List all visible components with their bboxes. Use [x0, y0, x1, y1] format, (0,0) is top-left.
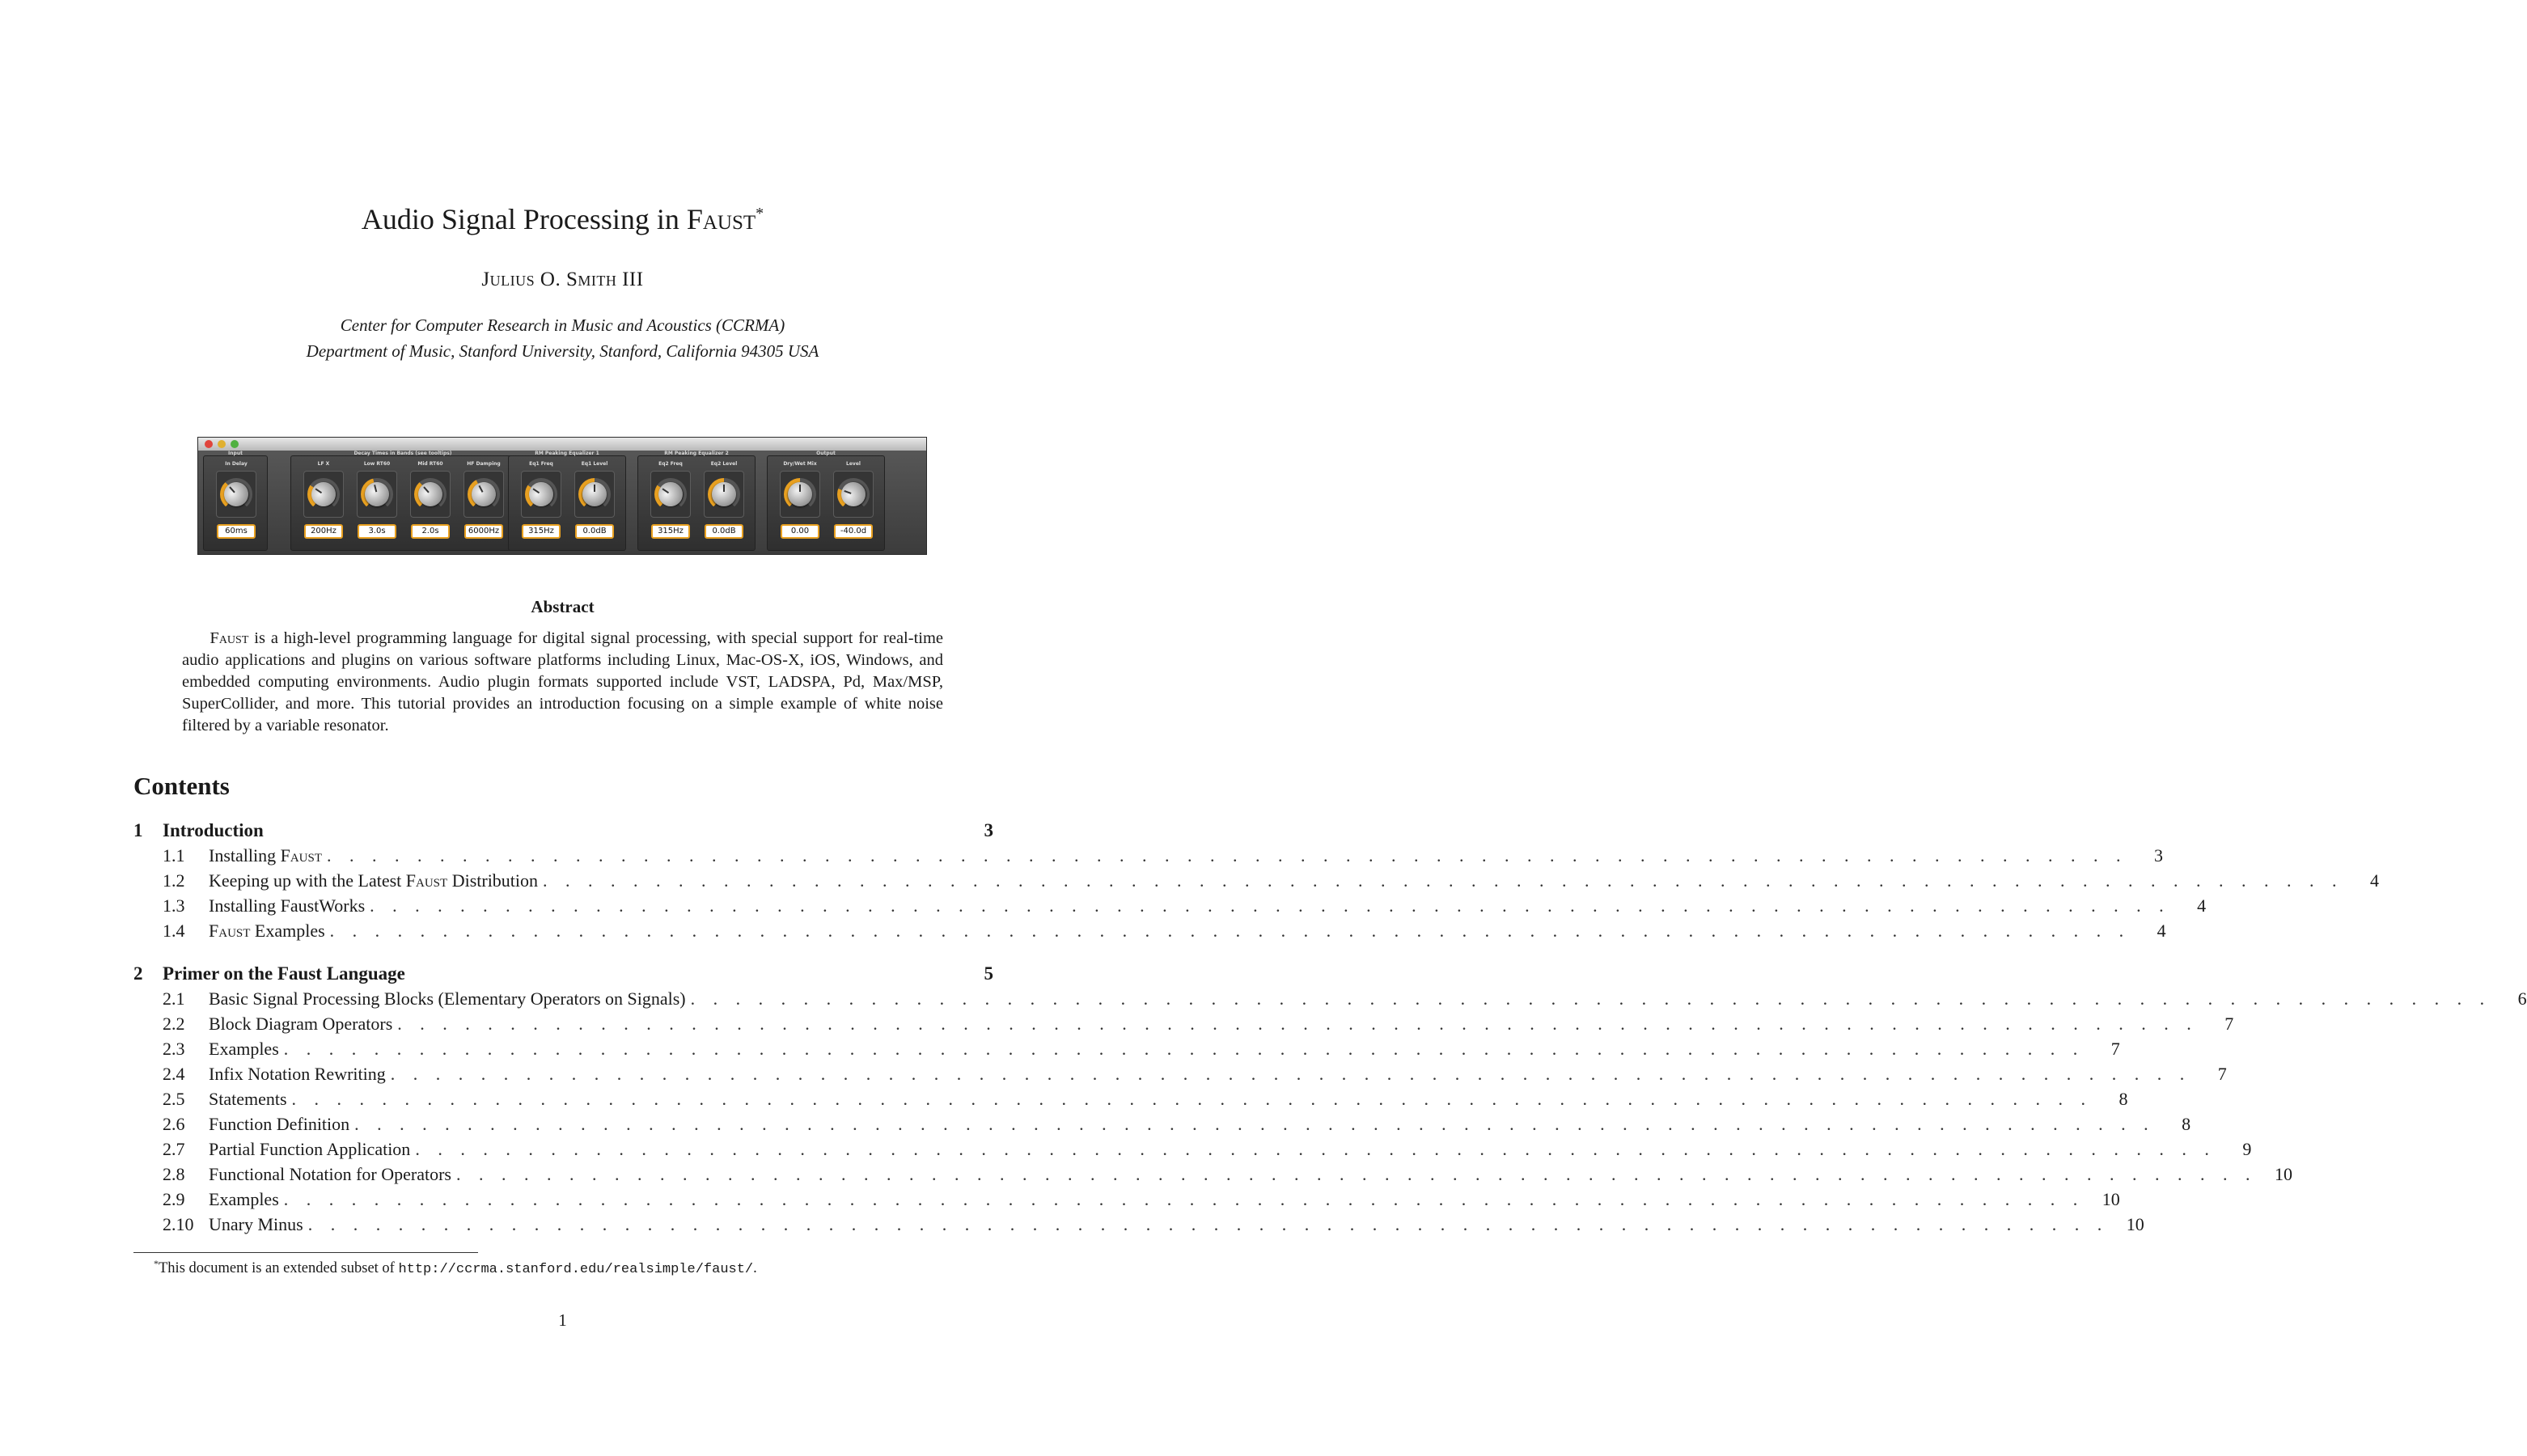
toc-subsection-page: 10 [2102, 1189, 2120, 1209]
toc-subsection-number: 1.3 [163, 895, 185, 916]
knob-frame [303, 471, 344, 518]
abstract-body [182, 628, 943, 737]
toc-subsection-title [209, 1164, 456, 1185]
toc-title-text: Installing FaustWorks [209, 895, 366, 916]
knob-frame [780, 471, 820, 518]
knob-value-field[interactable]: 2.0s [411, 524, 450, 539]
toc-subsection-title [209, 1039, 284, 1060]
knob-control [773, 456, 827, 552]
knob-label: Eq2 Freq [658, 461, 683, 467]
toc-subsection-title [209, 988, 691, 1009]
toc-subsection-title [209, 1014, 397, 1035]
knob-control [297, 456, 350, 552]
knob-dial[interactable] [525, 478, 557, 510]
toc-subsection-title [209, 870, 543, 891]
toc-leader-dots: . . . . . . . . . . . . . . . . . . . . . . . . . . . . . . . . . . . . . . . . . . . . . . . . . . . . . . . . . . . . . . . . . . . . . . . . . . . . . . . . [390, 1064, 2191, 1084]
toc-leader-dots: . . . . . . . . . . . . . . . . . . . . . . . . . . . . . . . . . . . . . . . . . . . . . . . . . . . . . . . . . . . . . . . . . . . . . . . . . . . . . . . . [397, 1014, 2199, 1034]
toc-subsection-number: 2.5 [163, 1089, 185, 1109]
knob-dial[interactable] [837, 478, 870, 510]
knob-control [210, 456, 263, 552]
toc-subsection-row[interactable] [133, 1039, 2120, 1064]
knob-control [404, 456, 457, 552]
toc-subsection-row[interactable] [133, 895, 2207, 921]
toc-leader-dots: . . . . . . . . . . . . . . . . . . . . . . . . . . . . . . . . . . . . . . . . . . . . . . . . . . . . . . . . . . . . . . . . . . . . . . . . . . . . . . . . [291, 1089, 2093, 1109]
toc-subsection-number: 2.2 [163, 1014, 185, 1034]
toc-subsection-number: 2.4 [163, 1064, 185, 1084]
toc-subsection-row[interactable] [133, 1189, 2120, 1214]
toc-title-text: Installing [209, 845, 281, 866]
toc-subsection-number: 2.7 [163, 1139, 185, 1159]
knob-cap [468, 478, 501, 511]
knob-pointer-icon [799, 485, 801, 492]
knob-pointer-icon [844, 490, 851, 494]
knob-value-field[interactable]: 6000Hz [464, 524, 503, 539]
knob-frame [521, 471, 561, 518]
knob-value-field[interactable]: 200Hz [304, 524, 343, 539]
knob-cap [362, 480, 392, 509]
knob-pointer-icon [423, 486, 430, 493]
knob-pointer-icon [532, 488, 540, 493]
knob-value-field[interactable]: 0.00 [781, 524, 819, 539]
knob-control [697, 456, 751, 552]
toc-subsection-title [209, 845, 327, 866]
plugin-group [767, 451, 885, 551]
footnote-end: . [753, 1260, 757, 1277]
toc-subsection-number: 2.1 [163, 988, 185, 1009]
knob-label: LF X [317, 461, 330, 467]
toc-subsection-row[interactable] [133, 870, 2380, 895]
toc-title-suffix: Distribution [447, 870, 539, 891]
toc-leader-dots: . . . . . . . . . . . . . . . . . . . . . . . . . . . . . . . . . . . . . . . . . . . . . . . . . . . . . . . . . . . . . . . . . . . . . . . . . . . . . . . . [283, 1189, 2085, 1209]
toc-section-row[interactable] [133, 963, 993, 988]
knob-frame [463, 471, 504, 518]
knob-label: Eq1 Freq [529, 461, 553, 467]
plugin-group-label: RM Peaking Equalizer 2 [664, 451, 729, 456]
toc-subsection-number: 2.9 [163, 1189, 185, 1209]
toc-subsection-page: 10 [2126, 1214, 2144, 1234]
toc-subsection-page: 4 [2370, 870, 2380, 891]
paper-title [0, 202, 1125, 236]
toc-section-number: 1 [133, 820, 143, 840]
toc-subsection-page: 7 [2224, 1014, 2234, 1034]
toc-leader-dots: . . . . . . . . . . . . . . . . . . . . . . . . . . . . . . . . . . . . . . . . . . . . . . . . . . . . . . . . . . . . . . . . . . . . . . . . . . . . . . . . [354, 1114, 2156, 1134]
knob-cap [413, 477, 447, 511]
knob-pointer-icon [229, 486, 235, 493]
toc-subsection-number: 2.3 [163, 1039, 185, 1059]
affiliation-line-1: Center for Computer Research in Music and Acoustics (CCRMA) [340, 315, 785, 335]
knob-value-field[interactable]: 60ms [217, 524, 256, 539]
knob-dial[interactable] [578, 478, 611, 510]
toc-title-text: Function Definition [209, 1114, 350, 1134]
footnote-text: This document is an extended subset of [159, 1260, 399, 1277]
toc-section-number: 2 [133, 963, 143, 984]
toc-subsection-row[interactable] [133, 845, 2164, 870]
close-window-icon[interactable] [205, 440, 213, 448]
toc-title-faust: Faust [405, 870, 448, 891]
toc-leader-dots: . . . . . . . . . . . . . . . . . . . . . . . . . . . . . . . . . . . . . . . . . . . . . . . . . . . . . . . . . . . . . . . . . . . . . . . . . . . . . . . . [690, 988, 2491, 1009]
knob-pointer-icon [662, 488, 669, 493]
toc-title-text: Partial Function Application [209, 1139, 411, 1159]
title-footnote-mark: * [756, 205, 764, 222]
toc-title-text: Functional Notation for Operators [209, 1164, 451, 1184]
toc-leader-dots: . . . . . . . . . . . . . . . . . . . . . . . . . . . . . . . . . . . . . . . . . . . . . . . . . . . . . . . . . . . . . . . . . . . . . . . . . . . . . . . . [543, 870, 2344, 891]
toc-leader-dots: . . . . . . . . . . . . . . . . . . . . . . . . . . . . . . . . . . . . . . . . . . . . . . . . . . . . . . . . . . . . . . . . . . . . . . . . . . . . . . . . [415, 1139, 2216, 1159]
plugin-group-label: Output [816, 451, 836, 456]
toc-subsection-row[interactable] [133, 988, 2527, 1014]
toc-leader-dots: . . . . . . . . . . . . . . . . . . . . . . . . . . . . . . . . . . . . . . . . . . . . . . . . . . . . . . . . . . . . . . . . . . . . . . . . . . . . . . . . [456, 1164, 2257, 1184]
toc-subsection-number: 1.4 [163, 921, 185, 941]
knob-label: Eq1 Level [581, 461, 608, 467]
toc-title-text: Basic Signal Processing Blocks (Elementary Operators on Signals) [209, 988, 686, 1009]
knob-dial[interactable] [654, 478, 687, 510]
knob-pointer-icon [594, 485, 595, 492]
toc-section-page: 3 [984, 820, 993, 840]
knob-pointer-icon [478, 485, 483, 493]
knob-frame [650, 471, 691, 518]
toc-subsection-page: 4 [2197, 895, 2207, 916]
knob-cap [654, 477, 688, 511]
knob-dial[interactable] [220, 478, 252, 510]
plugin-group-label: Input [228, 451, 243, 456]
toc-subsection-title [209, 1064, 391, 1085]
abstract-faust: Faust [210, 629, 249, 647]
toc-title-faust: Faust [280, 845, 323, 866]
knob-cap [307, 477, 341, 511]
minimize-window-icon[interactable] [218, 440, 226, 448]
toc-subsection-title [209, 1089, 292, 1110]
plugin-group [508, 451, 626, 551]
toc-title-text: Examples [209, 1189, 279, 1209]
contents-heading: Contents [133, 772, 230, 800]
knob-value-field[interactable]: 3.0s [358, 524, 396, 539]
plugin-group-label: RM Peaking Equalizer 1 [535, 451, 599, 456]
footnote [154, 1258, 757, 1277]
knob-dial[interactable] [468, 478, 500, 510]
toc-subsection-number: 1.1 [163, 845, 185, 866]
toc-title-text: Block Diagram Operators [209, 1014, 393, 1034]
toc-subsection-title [209, 895, 370, 916]
knob-pointer-icon [374, 485, 377, 492]
toc-subsection-row[interactable] [133, 1114, 2191, 1139]
knob-label: Low RT60 [363, 461, 391, 467]
toc-subsection-page: 8 [2119, 1089, 2128, 1109]
toc-leader-dots: . . . . . . . . . . . . . . . . . . . . . . . . . . . . . . . . . . . . . . . . . . . . . . . . . . . . . . . . . . . . . . . . . . . . . . . . . . . . . . . . [307, 1214, 2109, 1234]
affiliation-line-2: Department of Music, Stanford University, Stanford, California 94305 USA [306, 341, 819, 361]
knob-control [568, 456, 621, 552]
toc-section-row[interactable] [133, 820, 993, 845]
window-titlebar [198, 438, 926, 451]
knob-cap [838, 479, 869, 510]
knob-dial[interactable] [361, 478, 393, 510]
toc-title-text: Unary Minus [209, 1214, 303, 1234]
knob-value-field[interactable]: -40.0d [834, 524, 873, 539]
footnote-url[interactable]: http://ccrma.stanford.edu/realsimple/faust/ [398, 1262, 754, 1278]
footnote-rule [133, 1252, 478, 1253]
toc-section-page: 5 [984, 963, 993, 984]
knob-pointer-icon [723, 485, 725, 492]
toc-subsection-page: 8 [2182, 1114, 2191, 1134]
knob-frame [216, 471, 256, 518]
knob-frame [357, 471, 397, 518]
toc-subsection-row[interactable] [133, 1214, 2144, 1239]
toc-section-title: Introduction [163, 820, 264, 840]
toc-title-text: Statements [209, 1089, 287, 1109]
knob-control [350, 456, 404, 552]
knob-dial[interactable] [708, 478, 740, 510]
knob-label: In Delay [225, 461, 248, 467]
knob-value-field[interactable]: 315Hz [651, 524, 690, 539]
toc-subsection-row[interactable] [133, 921, 2166, 946]
plugin-gui-figure [197, 437, 927, 555]
knob-value-field[interactable]: 315Hz [522, 524, 561, 539]
toc-title-text: Examples [209, 1039, 279, 1059]
toc-subsection-number: 1.2 [163, 870, 185, 891]
plugin-group [637, 451, 756, 551]
title-faust: Faust [686, 203, 756, 235]
knob-label: Dry/Wet Mix [783, 461, 817, 467]
knob-label: HF Damping [467, 461, 501, 467]
title-prefix: Audio Signal Processing in [361, 203, 687, 235]
toc-subsection-page: 9 [2242, 1139, 2252, 1159]
toc-subsection-row[interactable] [133, 1014, 2234, 1039]
toc-subsection-row[interactable] [133, 1064, 2227, 1089]
toc-leader-dots: . . . . . . . . . . . . . . . . . . . . . . . . . . . . . . . . . . . . . . . . . . . . . . . . . . . . . . . . . . . . . . . . . . . . . . . . . . . . . . . . [327, 845, 2128, 866]
knob-control [457, 456, 510, 552]
toc-subsection-row[interactable] [133, 1164, 2292, 1189]
toc-subsection-page: 6 [2517, 988, 2527, 1009]
table-of-contents [133, 820, 2527, 1239]
toc-subsection-title [209, 1114, 354, 1135]
toc-leader-dots: . . . . . . . . . . . . . . . . . . . . . . . . . . . . . . . . . . . . . . . . . . . . . . . . . . . . . . . . . . . . . . . . . . . . . . . . . . . . . . . . [329, 921, 2131, 941]
knob-frame [704, 471, 744, 518]
knob-frame [574, 471, 615, 518]
knob-control [827, 456, 880, 552]
knob-dial[interactable] [784, 478, 816, 510]
toc-subsection-page: 4 [2157, 921, 2166, 941]
plugin-group [290, 451, 515, 551]
toc-subsection-title [209, 1139, 415, 1160]
knob-label: Eq2 Level [710, 461, 738, 467]
knob-control [514, 456, 568, 552]
knob-frame [833, 471, 874, 518]
toc-title-text: Keeping up with the Latest [209, 870, 406, 891]
author-name: Julius O. Smith III [481, 269, 644, 290]
knob-control [644, 456, 697, 552]
toc-leader-dots: . . . . . . . . . . . . . . . . . . . . . . . . . . . . . . . . . . . . . . . . . . . . . . . . . . . . . . . . . . . . . . . . . . . . . . . . . . . . . . . . [370, 895, 2171, 916]
knob-cap [524, 477, 558, 511]
knob-cap [788, 482, 812, 506]
knob-label: Mid RT60 [417, 461, 443, 467]
toc-subsection-title [209, 1214, 308, 1235]
toc-subsection-row[interactable] [133, 1139, 2252, 1164]
knob-label: Level [846, 461, 861, 467]
toc-title-faust: Faust [209, 921, 251, 941]
toc-subsection-page: 7 [2110, 1039, 2120, 1059]
toc-gap [133, 946, 993, 963]
knob-cap [582, 482, 607, 506]
knob-dial[interactable] [307, 478, 340, 510]
footnote-mark: * [154, 1258, 159, 1269]
toc-subsection-title [209, 1189, 284, 1210]
toc-subsection-number: 2.8 [163, 1164, 185, 1184]
plugin-group [203, 451, 268, 551]
plugin-group-label: Decay Times in Bands (see tooltips) [353, 451, 452, 456]
knob-dial[interactable] [414, 478, 447, 510]
knob-value-field[interactable]: 0.0dB [575, 524, 614, 539]
toc-section-title: Primer on the Faust Language [163, 963, 405, 984]
knob-cap [712, 482, 736, 506]
toc-subsection-page: 10 [2275, 1164, 2292, 1184]
toc-subsection-row[interactable] [133, 1089, 2128, 1114]
page-number: 1 [558, 1310, 567, 1330]
toc-subsection-number: 2.6 [163, 1114, 185, 1134]
toc-leader-dots: . . . . . . . . . . . . . . . . . . . . . . . . . . . . . . . . . . . . . . . . . . . . . . . . . . . . . . . . . . . . . . . . . . . . . . . . . . . . . . . . [283, 1039, 2085, 1059]
knob-frame [410, 471, 451, 518]
knob-value-field[interactable]: 0.0dB [705, 524, 743, 539]
knob-cap [219, 477, 253, 511]
toc-title-text: Infix Notation Rewriting [209, 1064, 386, 1084]
zoom-window-icon[interactable] [231, 440, 239, 448]
toc-subsection-title [209, 921, 330, 942]
knob-pointer-icon [315, 488, 322, 493]
abstract-heading: Abstract [531, 597, 595, 616]
toc-subsection-page: 7 [2217, 1064, 2227, 1084]
toc-title-suffix: Examples [250, 921, 325, 941]
abstract-text: is a high-level programming language for digital signal processing, with special support for real-time audio applications and plugins on various software platforms including Linux, Mac-OS-X, iOS, Windows, and embedded computing environments. Audio plugin formats supported include VST, LADSPA, Pd, Max/MSP, SuperCollider, and more. This tutorial provides an introduction focusing on a simple example of white noise filtered by a variable resonator. [182, 629, 944, 734]
toc-subsection-number: 2.10 [163, 1214, 194, 1234]
toc-subsection-page: 3 [2154, 845, 2164, 866]
